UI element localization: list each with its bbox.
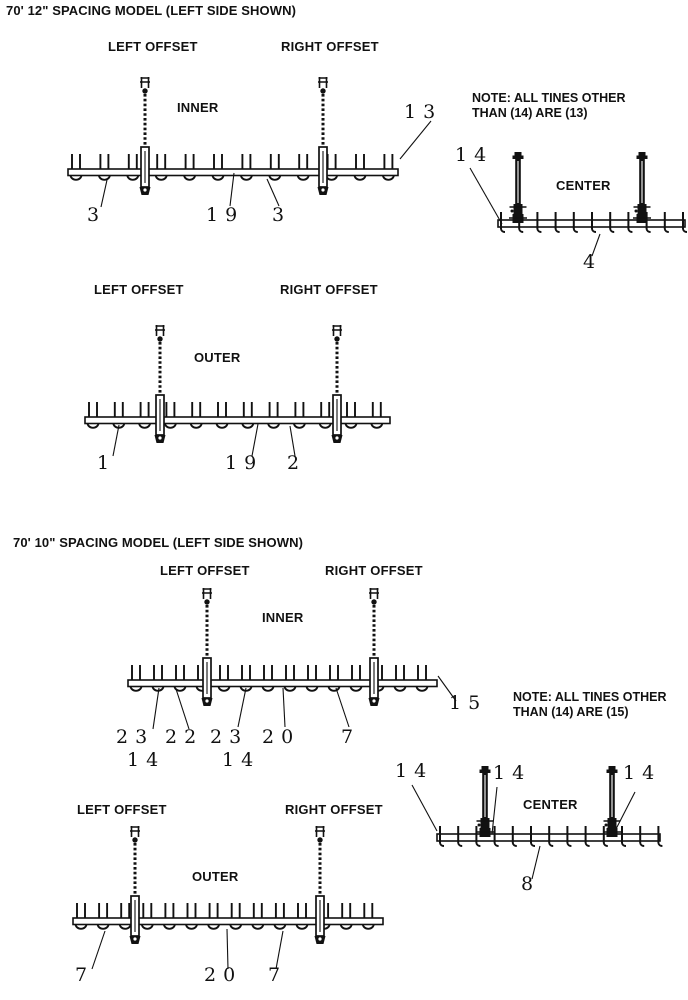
- callout-20: 20: [262, 726, 301, 748]
- callout-14-left: 14: [395, 760, 434, 782]
- callout-7-left: 7: [75, 964, 95, 986]
- callout-14-post-right: 14: [623, 762, 662, 784]
- chain-hanger-left: [140, 77, 151, 195]
- inner-left-offset-label-10in: LEFT OFFSET: [160, 563, 250, 578]
- tines-note-10in: [513, 690, 666, 719]
- model-title-12in: 70' 12" SPACING MODEL (LEFT SIDE SHOWN): [6, 3, 297, 18]
- callout-8: 8: [521, 873, 541, 895]
- leader-lines: [101, 121, 431, 207]
- callout-20: 20: [204, 964, 243, 986]
- callout-14-b: 14: [222, 749, 261, 771]
- inner-bar-label-12in: INNER: [177, 100, 219, 115]
- inner-tine-bar-figure-10in: [110, 590, 490, 735]
- callout-14-a: 14: [127, 749, 166, 771]
- callout-1: 1: [97, 452, 117, 474]
- center-bar-label-12in: CENTER: [556, 178, 611, 193]
- callout-13: 13: [404, 101, 443, 123]
- inner-right-offset-label-10in: RIGHT OFFSET: [325, 563, 423, 578]
- callout-14: 14: [455, 144, 494, 166]
- inner-left-offset-label-12in: LEFT OFFSET: [108, 39, 198, 54]
- leader-lines: [92, 929, 283, 969]
- tines-note-12in: [472, 91, 625, 120]
- callout-23-b: 23: [210, 726, 249, 748]
- callout-3-left: 3: [87, 204, 107, 226]
- tines-note-line2: THAN (14) ARE (15): [513, 704, 629, 719]
- tines-note-line2: THAN (14) ARE (13): [472, 105, 588, 120]
- mount-post-right: [603, 766, 621, 837]
- bar-tube: [73, 918, 383, 925]
- callout-7-right: 7: [268, 964, 288, 986]
- leader-lines: [113, 424, 295, 456]
- outer-right-offset-label-10in: RIGHT OFFSET: [285, 802, 383, 817]
- callout-2: 2: [287, 452, 307, 474]
- center-bar-label-10in: CENTER: [523, 797, 578, 812]
- callout-7: 7: [341, 726, 361, 748]
- chain-hanger-right: [332, 325, 343, 443]
- chain-hanger-left: [155, 325, 166, 443]
- callout-4: 4: [583, 251, 603, 273]
- outer-bar-label-12in: OUTER: [194, 350, 241, 365]
- chain-hanger-right: [315, 826, 326, 944]
- outer-left-offset-label-10in: LEFT OFFSET: [77, 802, 167, 817]
- callout-19: 19: [225, 452, 264, 474]
- model-title-10in: 70' 10" SPACING MODEL (LEFT SIDE SHOWN): [13, 535, 304, 550]
- chain-hanger-right: [318, 77, 329, 195]
- tines-note-line1: NOTE: ALL TINES OTHER: [513, 690, 667, 704]
- outer-tine-bar-figure-10in: [55, 825, 405, 975]
- leader-lines: [470, 168, 600, 256]
- leader-lines: [412, 785, 635, 879]
- inner-tine-bar-figure-12in: [60, 70, 445, 220]
- bar-tube: [68, 169, 398, 176]
- callout-15: 15: [449, 692, 488, 714]
- callout-3-right: 3: [272, 204, 292, 226]
- callout-23-a: 23: [116, 726, 155, 748]
- chain-hanger-left: [202, 588, 213, 706]
- mount-post-left: [509, 152, 527, 223]
- callout-22: 22: [165, 726, 204, 748]
- outer-bar-label-10in: OUTER: [192, 869, 239, 884]
- outer-left-offset-label-12in: LEFT OFFSET: [94, 282, 184, 297]
- outer-tine-bar-figure-12in: [60, 320, 445, 465]
- mount-post-right: [633, 152, 651, 223]
- tines-note-line1: NOTE: ALL TINES OTHER: [472, 91, 626, 105]
- inner-right-offset-label-12in: RIGHT OFFSET: [281, 39, 379, 54]
- chain-hanger-right: [369, 588, 380, 706]
- callout-19: 19: [206, 204, 245, 226]
- outer-right-offset-label-12in: RIGHT OFFSET: [280, 282, 378, 297]
- bar-tube: [85, 417, 390, 424]
- bar-tube: [128, 680, 437, 687]
- inner-bar-label-10in: INNER: [262, 610, 304, 625]
- callout-14-post-left: 14: [493, 762, 532, 784]
- mount-post-left: [476, 766, 494, 837]
- chain-hanger-left: [130, 826, 141, 944]
